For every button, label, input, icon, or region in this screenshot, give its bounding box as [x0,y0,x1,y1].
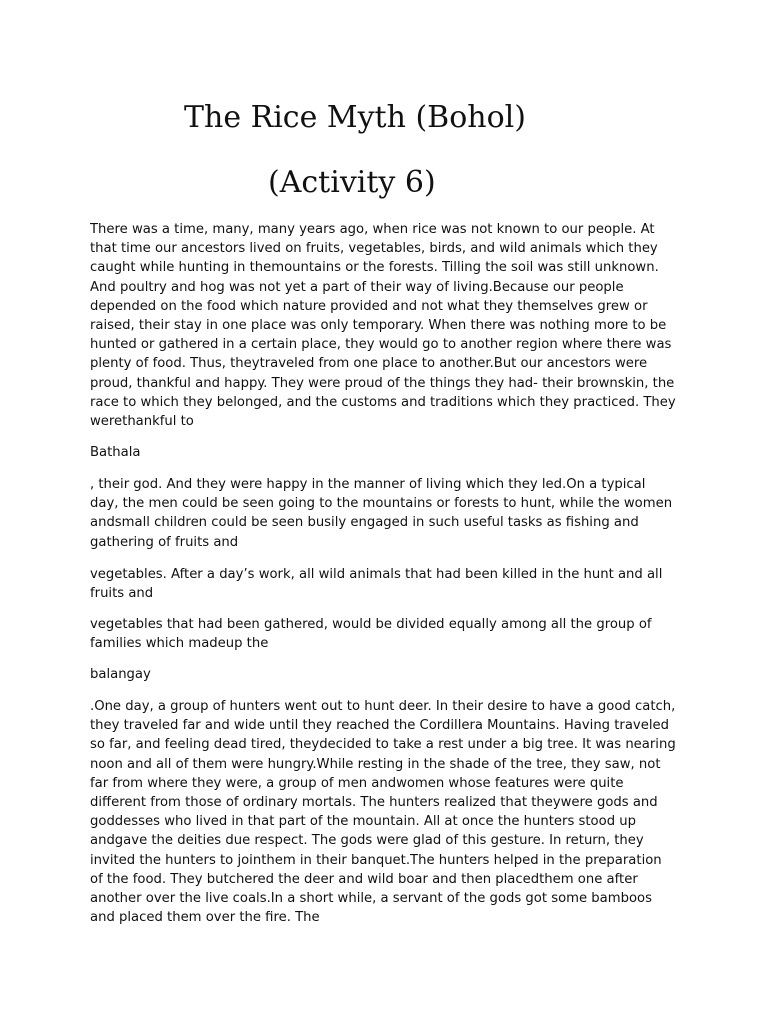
paragraph-balangay: balangay [90,667,151,682]
paragraph-their-god: , their god. And they were happy in the manner of living which they led.On a typical day, the men could be seen going to the mountains or forests to hunt, while the women andsmall children could be seen busily engaged in such useful tasks as fishing and gathering of fruits and [90,477,673,550]
paragraph-intro: There was a time, many, many years ago, when rice was not known to our people. At that time our ancestors lived on fruits, vegetables, birds, and wild animals which they caught while hunting in themountains or the forests. Tilling the soil was still unknown. And poultry and hog was not yet a part of their way of living.Because our people depended on the food which nature provided and not what they themselves grew or raised, their stay in one place was only temporary. When there was nothing more to be hunted or gathered in a certain place, they would go to another region where there was plenty of food. Thus, theytraveled from one place to another.But our ancestors were proud, thankful and happy. They were proud of the things they had- their brownskin, the race to which they belonged, and the customs and traditions which they practiced. They werethankful to [90,222,676,430]
document-subtitle: (Activity 6) [268,165,436,200]
paragraph-vegetables-work: vegetables. After a day’s work, all wild animals that had been killed in the hunt and all fruits and [90,567,663,602]
paragraph-bathala: Bathala [90,445,141,460]
paragraph-vegetables-divided: vegetables that had been gathered, would be divided equally among all the group of families which madeup the [90,617,652,652]
document-title: The Rice Myth (Bohol) [184,100,526,135]
paragraph-hunters: .One day, a group of hunters went out to hunt deer. In their desire to have a good catch, they traveled far and wide until they reached the Cordillera Mountains. Having traveled so far, and feeling dead tired, theydecided to take a rest under a big tree. It was nearing noon and all of them were hungry.While resting in the shade of the tree, they saw, not far from where they were, a group of men andwomen whose features were quite different from those of ordinary mortals. The hunters realized that theywere gods and goddesses who lived in that part of the mountain. All at once the hunters stood up andgave the deities due respect. The gods were glad of this gesture. In return, they invited the hunters to jointhem in their banquet.The hunters helped in the preparation of the food. They butchered the deer and wild boar and then placedthem one after another over the live coals.In a short while, a servant of the gods got some bamboos and placed them over the fire. The [90,699,676,926]
